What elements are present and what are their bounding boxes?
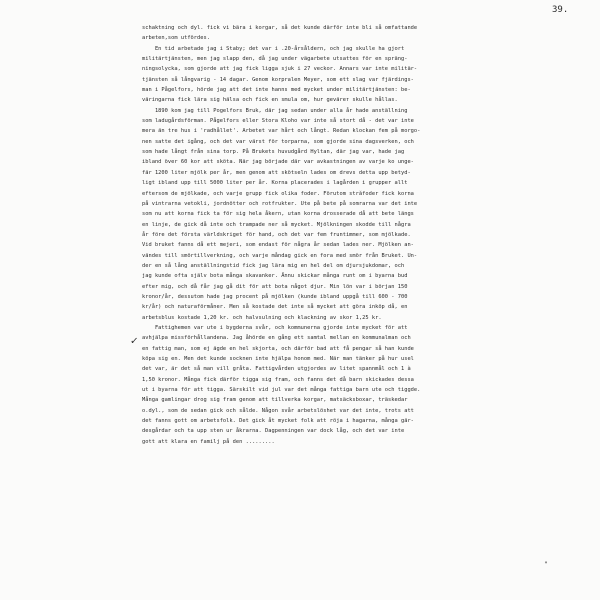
- text-line: som nu att korna fick ta för sig hela åkern, utan korna drosserade då att bete längs: [142, 211, 414, 218]
- text-line: jag kunde ofta själv bota många skavanker. Ännu skickar många runt om i byarna bud: [142, 273, 408, 280]
- text-line: år före det första världskriget för hand, och det var fem fruntimmer, som mjölkade.: [142, 231, 411, 238]
- text-line: mera än tre hus i 'radhållet'. Arbetet var hårt och långt. Redan klockan fem på morgo-: [142, 128, 421, 135]
- text-line: 1,50 kronor. Många fick därför tigga sig fram, och fanns det då barn skickades dessa: [142, 376, 414, 383]
- text-line: ningsolycka, som gjorde att jag fick ligga sjuk i 27 veckor. Annars var inte militär-: [142, 66, 418, 73]
- handwritten-margin-mark: ✓: [129, 335, 139, 348]
- text-line: desgårdar och ta upp sten ur åkrarna. Dagpenningen var dock låg, och det var inte: [142, 428, 405, 435]
- text-line: ibland över 60 kor att sköta. När jag började där var avkastningen av varje ko unge-: [142, 159, 414, 166]
- text-line: ut i byarna för att tigga. Särskilt vid jul var det många fattiga barn ute och tiggde.: [142, 387, 421, 394]
- text-line: som hade långt från sina torp. På Brukets huvudgård Hyltan, där jag var, hade jag: [142, 149, 405, 156]
- text-line: avhjälpa missförhållandena. Jag åhörde en gång ett samtal mellan en kommunalman och: [142, 335, 411, 342]
- text-line: En tid arbetade jag i Staby; det var i .20-årsåldern, och jag skulle ha gjort: [142, 45, 405, 52]
- text-line: en linje, de gick då inte och trampade ner så mycket. Mjölkningen skodde till några: [142, 221, 411, 228]
- text-line: det var, är det så man vill gråta. Fattigvården utgjordes av litet spannmål och 1 à: [142, 366, 411, 373]
- text-line: nen satte det igång, och det var värst för torparna, som gjorde sina dagsverken, och: [142, 138, 414, 145]
- text-line: gott att klara en familj på den .........: [142, 438, 275, 445]
- text-line: arbetsblus kostade 1,20 kr. och halvsulning och klackning av skor 1,25 kr.: [142, 314, 382, 321]
- text-line: arbeten,som utfördes.: [142, 35, 210, 42]
- page-number: 39.: [552, 5, 569, 15]
- text-line: efter mig, och då får jag gå dit för att bota något djur. Min lön var i början 150: [142, 283, 408, 290]
- text-line: fär 1200 liter mjölk per år, men genom att skötseln lades om drevs detta upp betyd-: [142, 169, 411, 176]
- text-line: kr/år) och naturaförmåner. Men så kostade det inte så mycket att göra inköp då, en: [142, 304, 408, 311]
- text-line: Fattighemen var ute i bygderna svår, och kommunerna gjorde inte mycket för att: [142, 324, 408, 331]
- text-line: köpa sig en. Men det kunde socknen inte hjälpa honom med. När man tänker på hur usel: [142, 356, 414, 362]
- text-line: Vid bruket fanns då ett mejeri, som endast för några år sedan lades ner. Mjölken an-: [142, 242, 414, 249]
- text-line: vändes till smörtillverkning, och varje måndag gick en fora med smör från Bruket. Un-: [142, 252, 418, 259]
- text-line: schaktning och dyl. fick vi bära i korgar, så det kunde därför inte bli så omfattande: [142, 25, 418, 31]
- text-line: o.dyl., som de sedan gick och sålde. Någon svår arbetslöshet var det inte, trots att: [142, 407, 414, 414]
- text-line: på vintrarna vetokli, jordnötter och rotfrukter. Ute på bete på somrarna var det inte: [142, 200, 418, 207]
- text-line: der en så lång anställningstid fick jag lära mig en hel del om djursjukdomar, och: [142, 262, 405, 269]
- text-line: kronor/år, dessutom hade jag procent på mjölken (kunde ibland uppgå till 600 - 700: [142, 293, 408, 300]
- text-line: ligt ibland upp till 5000 liter per år. Korna placerades i lagården i grupper allt: [142, 180, 408, 187]
- text-line: tjänsten så långvarig - 14 dagar. Genom korpralen Meyer, som ett slag var fjärdings-: [142, 76, 414, 83]
- text-line: väringarna fick lära sig hälsa och fick en smula om, hur gevärет skulle hållas.: [142, 97, 398, 104]
- text-line: 1890 kom jag till Pogelfors Bruk, där jag sedan under alla år hade anställning: [142, 107, 408, 114]
- text-line: militärtjänsten, men jag slapp den, då jag under vägarbete utsattes för en spräng-: [142, 56, 408, 63]
- body-text: [142, 23, 556, 447]
- text-line: eftersom de mjölkade, och varje grupp fick olika foder. Förutom străfoder fick korna: [142, 190, 414, 197]
- text-line: man i Pågelfors, hörde jag att det inte hanns med mycket under militärtjänsten: be-: [142, 87, 411, 94]
- text-line: en fattig man, som ej ägde en hel skjorta, och därför bad att få pengar så han kunde: [142, 345, 414, 352]
- end-quote-mark: ": [544, 561, 548, 568]
- text-line: det fanns gott om arbetsfolk. Det gick åt mycket folk att röja i hagarna, många gär-: [142, 418, 414, 425]
- text-line: som ladugårdsförman. Pågelfors eller Stora Kloho var inte så stort då - det var inte: [142, 118, 414, 125]
- text-line: Många gamlingar drog sig fram genom att tillverka korgar, matsäcksboxar, träskedar: [142, 397, 408, 404]
